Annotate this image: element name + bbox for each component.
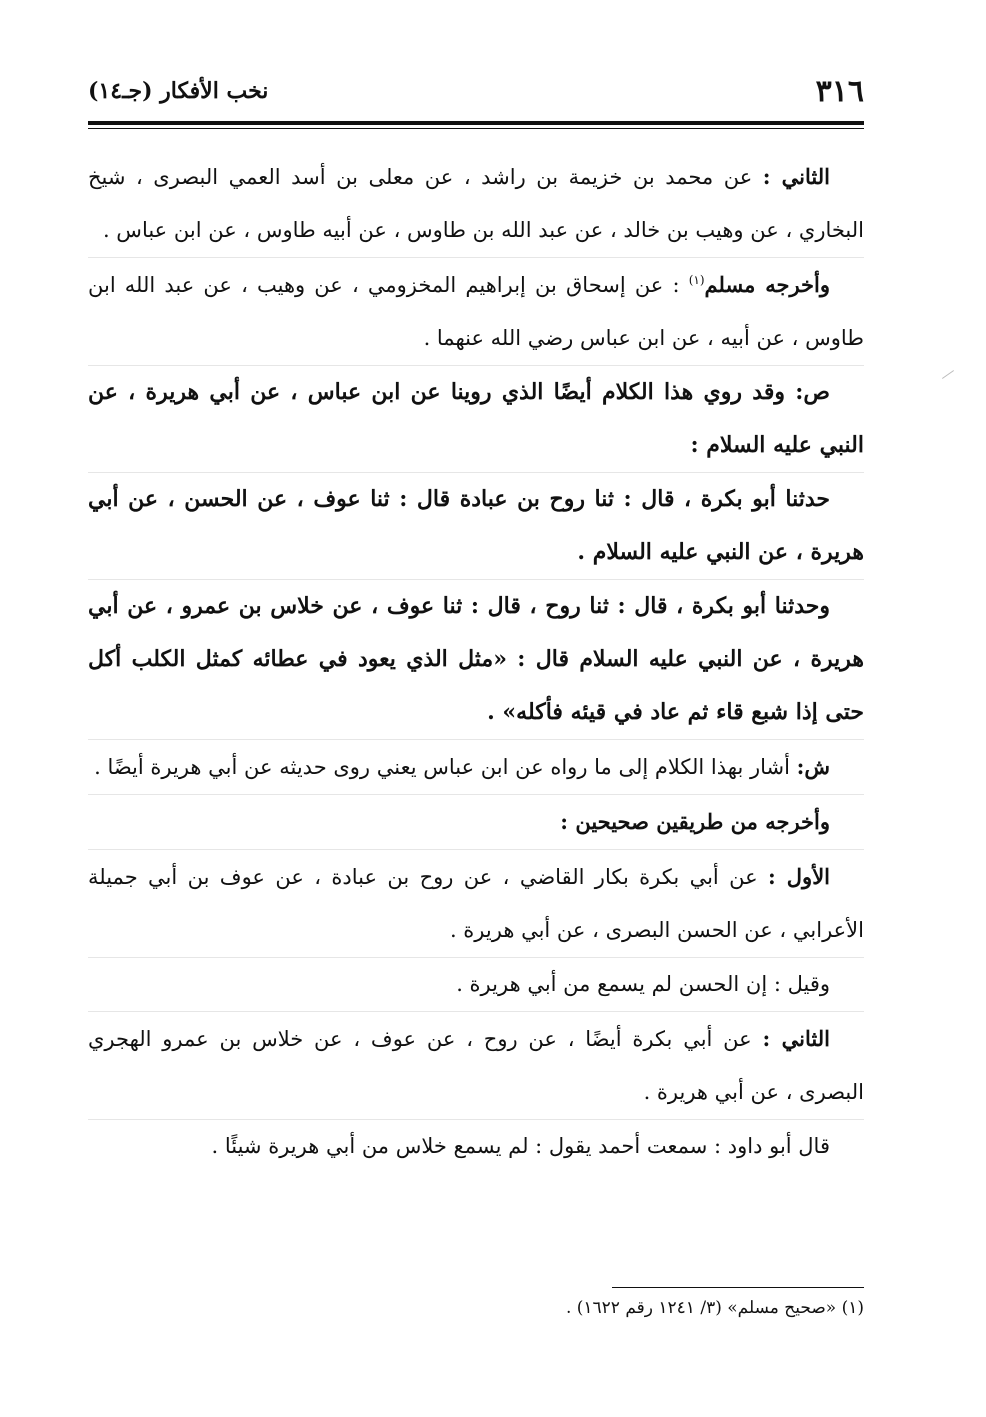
paragraph-text: حدثنا أبو بكرة ، قال : ثنا روح بن عبادة قال : ثنا عوف ، عن الحسن ، عن أبي هريرة ، عن النبي عليه السلام . [88, 486, 864, 565]
paragraph-lead: الأول : [768, 864, 831, 889]
paragraph-text: وحدثنا أبو بكرة ، قال : ثنا روح ، قال : ثنا عوف ، عن خلاس بن عمرو ، عن أبي هريرة ، عن النبي عليه السلام قال : «مثل الذي يعود في عطائه كمثل الكلب أكل حتى إذا شبع قاء ثم عاد في قيئه فأكله» . [88, 593, 864, 725]
paragraph [88, 740, 864, 795]
page-number: ٣١٦ [815, 74, 864, 109]
page-header [88, 70, 864, 120]
header-rule-thick [88, 121, 864, 125]
paragraph [88, 958, 864, 1012]
paragraph [88, 473, 864, 580]
paragraph [88, 258, 864, 366]
paragraph-text: عن محمد بن خزيمة بن راشد ، عن معلى بن أسد العمي البصرى ، شيخ البخاري ، عن وهيب بن خالد ، عن عبد الله بن طاوس ، عن أبيه طاوس ، عن ابن عباس . [88, 165, 864, 242]
footnote: (١) «صحيح مسلم» (٣/ ١٢٤١ رقم ١٦٢٢) . [565, 1298, 864, 1318]
paragraph-text: عن أبي بكرة بكار القاضي ، عن روح بن عبادة ، عن عوف بن أبي جميلة الأعرابي ، عن الحسن البصرى ، عن أبي هريرة . [88, 865, 864, 942]
paragraph-lead: ش: [796, 754, 830, 779]
running-title: نخب الأفكار (جـ١٤) [88, 78, 269, 104]
paragraph [88, 1012, 864, 1120]
paragraph-text: قال أبو داود : سمعت أحمد يقول : لم يسمع خلاس من أبي هريرة شيئًا . [211, 1134, 830, 1158]
paragraph [88, 366, 864, 473]
footnote-ref[interactable]: (١) [688, 273, 705, 287]
paragraph-lead: وأخرجه من طريقين صحيحين : [560, 809, 830, 834]
paragraph-lead: الثاني : [762, 164, 830, 189]
paragraph [88, 1120, 864, 1173]
paragraph-text: عن أبي بكرة أيضًا ، عن روح ، عن عوف ، عن خلاس بن عمرو الهجري البصرى ، عن أبي هريرة . [88, 1027, 864, 1104]
paragraph [88, 580, 864, 740]
paragraph [88, 150, 864, 258]
paragraph [88, 795, 864, 850]
paragraph-lead: وأخرجه مسلم [704, 272, 830, 297]
header-rule-thin [88, 128, 864, 129]
paragraph-text: وقد روي هذا الكلام أيضًا الذي روينا عن ابن عباس ، عن أبي هريرة ، عن النبي عليه السلام : [88, 379, 864, 458]
paragraph-lead: ص: [795, 379, 830, 405]
paragraph-text: : عن إسحاق بن إبراهيم المخزومي ، عن وهيب ، عن عبد الله ابن طاوس ، عن أبيه ، عن ابن عباس رضي الله عنهما . [88, 273, 864, 350]
paragraph-text: أشار بهذا الكلام إلى ما رواه عن ابن عباس يعني روى حديثه عن أبي هريرة أيضًا . [94, 755, 797, 779]
footnote-rule [612, 1287, 864, 1288]
paragraph [88, 850, 864, 958]
paragraph-text: وقيل : إن الحسن لم يسمع من أبي هريرة . [456, 972, 830, 996]
margin-mark [942, 370, 954, 379]
body-text [88, 150, 864, 1173]
paragraph-lead: الثاني : [762, 1026, 830, 1051]
